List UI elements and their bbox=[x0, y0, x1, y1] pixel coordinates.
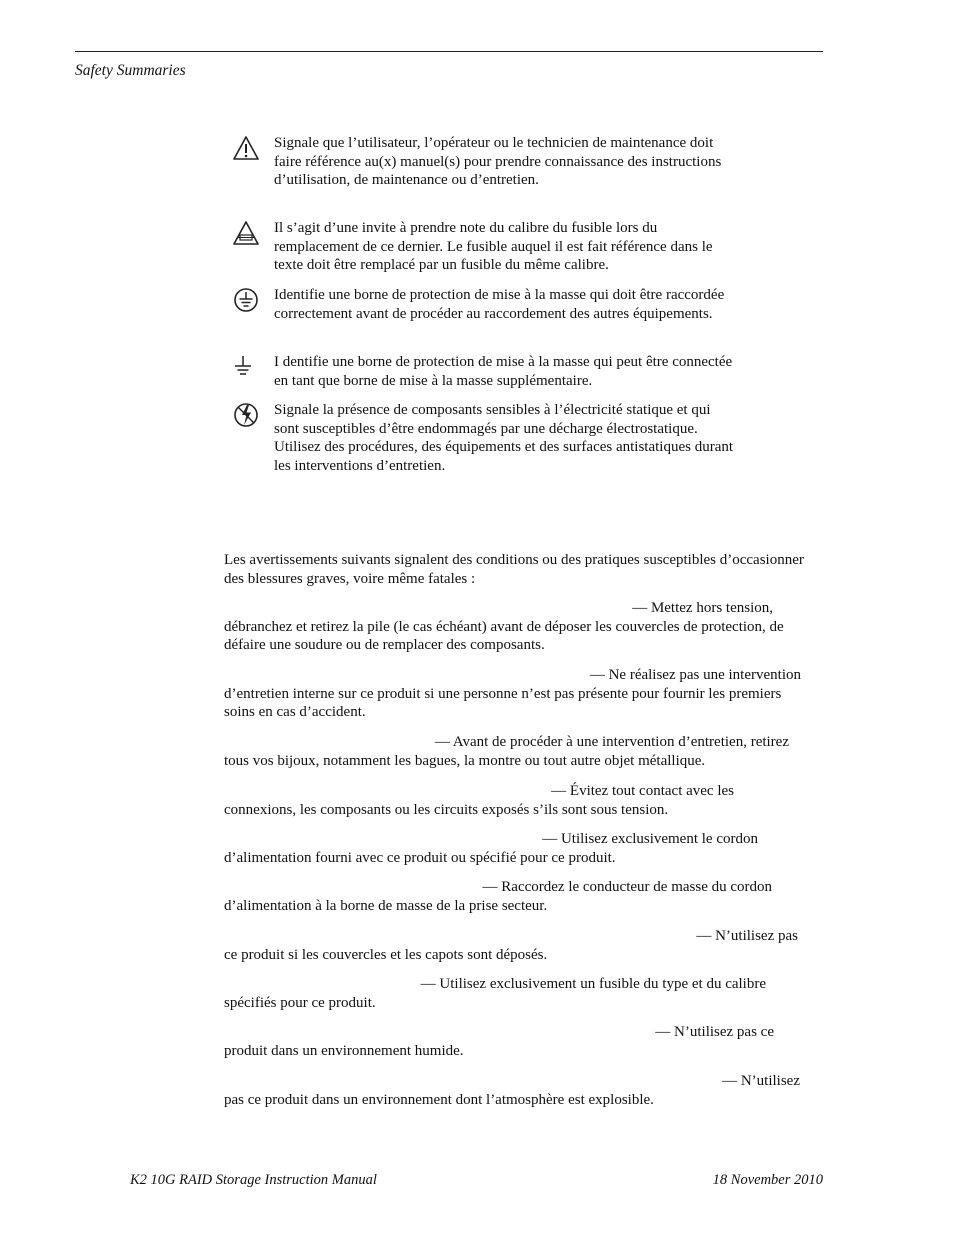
ground-terminal-icon bbox=[232, 353, 260, 381]
page-header-title: Safety Summaries bbox=[75, 62, 186, 79]
warning-item bbox=[224, 782, 804, 819]
esd-icon bbox=[232, 401, 260, 429]
warning-item bbox=[224, 1072, 804, 1109]
warning-text: produit dans un environnement humide. bbox=[224, 1042, 464, 1059]
symbol-description: Signale que l’utilisateur, l’opérateur ou le technicien de maintenance doit faire référence au(x) manuel(s) pour prendre connaissance des instructions d’utilisation, de maintenance ou d’entretien. bbox=[274, 135, 722, 189]
warning-text: d’alimentation à la borne de masse de la prise secteur. bbox=[224, 897, 548, 914]
warning-text: connexions, les composants ou les circuits exposés s’ils sont sous tension. bbox=[224, 801, 669, 818]
warnings-intro: Les avertissements suivants signalent des conditions ou des pratiques susceptibles d’occasionner des blessures graves, voire même fatales : bbox=[224, 552, 804, 587]
warning-lead: — Utilisez exclusivement un fusible du type et du calibre bbox=[420, 976, 766, 992]
warning-item bbox=[224, 733, 804, 770]
warning-lead: — Raccordez le conducteur de masse du cordon bbox=[482, 879, 772, 895]
symbol-description: Il s’agit d’une invite à prendre note du calibre du fusible lors du remplacement de ce dernier. Le fusible auquel il est fait référence dans le texte doit être remplacé par un fusible du même calibre. bbox=[274, 220, 713, 274]
symbol-description: I dentifie une borne de protection de mise à la masse qui peut être connectée en tant que borne de mise à la masse supplémentaire. bbox=[274, 354, 733, 389]
warning-item bbox=[224, 878, 804, 915]
caution-manual-icon bbox=[232, 134, 260, 162]
footer-manual-title: K2 10G RAID Storage Instruction Manual bbox=[130, 1172, 377, 1188]
symbol-description: Identifie une borne de protection de mise à la masse qui doit être raccordée correctement avant de procéder au raccordement des autres équipements. bbox=[274, 287, 725, 322]
symbol-description: Signale la présence de composants sensibles à l’électricité statique et qui sont susceptibles d’être endommagés par une décharge électrostatique. Utilisez des procédures, des équipements et des surfaces antistatiques durant les interventions d’entretien. bbox=[274, 402, 734, 475]
warning-item bbox=[224, 927, 804, 964]
warning-item bbox=[224, 830, 804, 867]
warning-lead: — N’utilisez bbox=[722, 1073, 800, 1089]
warning-lead: — Avant de procéder à une intervention d’entretien, retirez bbox=[434, 734, 789, 750]
warning-lead: — Évitez tout contact avec les bbox=[551, 783, 734, 799]
footer-date: 18 November 2010 bbox=[712, 1172, 823, 1188]
warning-lead: — N’utilisez pas bbox=[696, 928, 798, 944]
warning-lead: — Utilisez exclusivement le cordon bbox=[542, 831, 758, 847]
warning-item bbox=[224, 599, 804, 655]
warning-lead: — Ne réalisez pas une intervention bbox=[589, 667, 801, 683]
warning-text: débranchez et retirez la pile (le cas échéant) avant de déposer les couvercles de protection, de défaire une soudure ou de remplacer des composants. bbox=[224, 618, 784, 654]
warning-text: d’alimentation fourni avec ce produit ou spécifié pour ce produit. bbox=[224, 849, 616, 866]
warning-item bbox=[224, 975, 804, 1012]
warning-item bbox=[224, 1023, 804, 1060]
warning-text: tous vos bijoux, notamment les bagues, la montre ou tout autre objet métallique. bbox=[224, 752, 706, 769]
warning-text: spécifiés pour ce produit. bbox=[224, 994, 376, 1011]
protective-ground-icon bbox=[232, 286, 260, 314]
fuse-icon bbox=[232, 219, 260, 247]
warning-item bbox=[224, 666, 804, 722]
warning-text: d’entretien interne sur ce produit si une personne n’est pas présente pour fournir les premiers soins en cas d’accident. bbox=[224, 685, 782, 721]
warning-text: ce produit si les couvercles et les capots sont déposés. bbox=[224, 946, 548, 963]
warning-lead: — N’utilisez pas ce bbox=[655, 1024, 774, 1040]
header-rule bbox=[75, 51, 823, 52]
warning-text: pas ce produit dans un environnement dont l’atmosphère est explosible. bbox=[224, 1091, 654, 1108]
warning-lead: — Mettez hors tension, bbox=[632, 600, 773, 616]
